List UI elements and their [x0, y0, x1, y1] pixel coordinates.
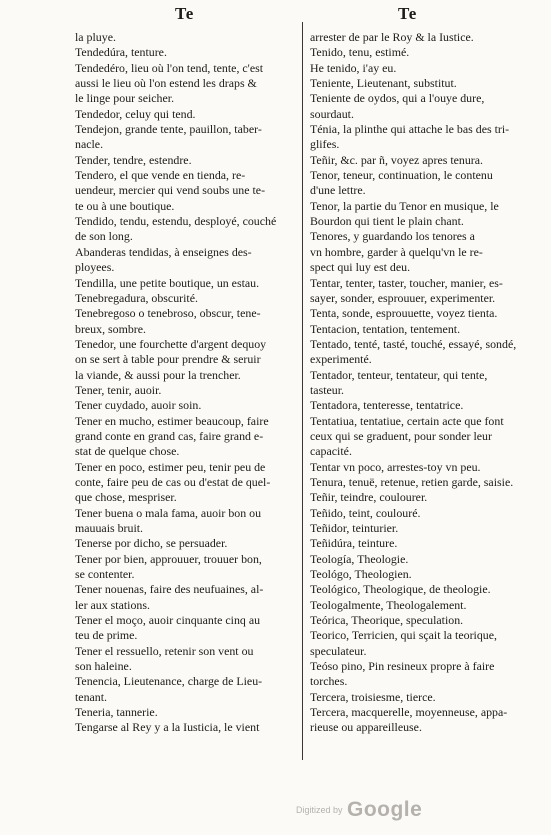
dictionary-line: Tenedor, une fourchette d'argent dequoy — [75, 336, 267, 351]
dictionary-line: mauuais bruit. — [75, 521, 144, 535]
dictionary-line: Tentado, tenté, tasté, touché, essayé, sondé, — [310, 336, 517, 351]
dictionary-line: Tener cuydado, auoir soin. — [75, 398, 202, 413]
dictionary-line: capacité. — [310, 444, 352, 459]
dictionary-line: aussi le lieu où l'on estend les draps & — [75, 76, 257, 91]
dictionary-line: spect qui luy est deu. — [310, 260, 411, 275]
dictionary-line: Tener, tenir, auoir. — [75, 382, 162, 397]
dictionary-line: Tengarse al Rey y a la Iusticia, le vient — [75, 720, 260, 735]
dictionary-line: Teneria, tannerie. — [75, 705, 158, 720]
dictionary-line: Tercera, troisiesme, tierce. — [310, 689, 436, 704]
dictionary-line: Tercera, macquerelle, moyenneuse, appa- — [310, 705, 508, 720]
dictionary-line: on se sert à table pour prendre & seruir — [75, 352, 261, 367]
dictionary-line: Tendejon, grande tente, pauillon, taber- — [75, 122, 262, 137]
dictionary-line: Tentadora, tenteresse, tentatrice. — [310, 398, 464, 413]
dictionary-line: Tender, tendre, estendre. — [75, 152, 192, 167]
dictionary-line: uendeur, mercier qui vend soubs une te- — [75, 183, 266, 198]
dictionary-line: le linge pour seicher. — [75, 91, 175, 106]
dictionary-line: Tenor, teneur, continuation, le contenu — [310, 168, 493, 183]
dictionary-line: tenant. — [75, 689, 108, 704]
dictionary-line: teu de prime. — [75, 628, 138, 643]
left-column — [75, 30, 297, 736]
dictionary-line: Tenido, tenu, estimé. — [310, 45, 410, 60]
dictionary-line: Teñidúra, teinture. — [310, 536, 398, 551]
dictionary-line: tasteur. — [310, 382, 345, 397]
google-logo: Google — [346, 798, 423, 821]
dictionary-line: Tenebregoso o tenebroso, obscur, tene- — [75, 306, 261, 321]
dictionary-line: Ténia, la plinthe qui attache le bas des tri- — [310, 122, 510, 137]
dictionary-line: Teorico, Terricien, qui sçait la teorique, — [310, 628, 497, 643]
dictionary-line: Teología, Theologie. — [310, 551, 409, 566]
dictionary-line: de son long. — [75, 229, 133, 244]
dictionary-line: Teniente, Lieutenant, substitut. — [310, 76, 457, 91]
running-header-left: Te — [175, 4, 195, 23]
dictionary-line: Tentar vn poco, arrestes-toy vn peu. — [310, 459, 481, 474]
dictionary-line: Tener el moço, auoir cinquante cinq au — [75, 613, 261, 628]
dictionary-line: ployees. — [75, 260, 115, 275]
dictionary-line: Tenencia, Lieutenance, charge de Lieu- — [75, 674, 263, 689]
dictionary-line: Tener en mucho, estimer beaucoup, faire — [75, 413, 269, 428]
dictionary-line: ler aux stations. — [75, 597, 150, 612]
dictionary-line: arrester de par le Roy & la Iustice. — [310, 30, 474, 44]
watermark-prefix: Digitized by — [296, 805, 343, 815]
dictionary-line: te ou à une boutique. — [75, 198, 175, 213]
dictionary-line: Tentatiua, tentatiue, certain acte que font — [310, 413, 504, 428]
dictionary-line: d'une lettre. — [310, 183, 366, 198]
dictionary-line: Tener nouenas, faire des neufuaines, al- — [75, 582, 264, 597]
dictionary-line: Tendedéro, lieu où l'on tend, tente, c'est — [75, 60, 264, 75]
dictionary-line: Bourdon qui tient le plain chant. — [310, 214, 464, 229]
dictionary-line: Tendilla, une petite boutique, un estau. — [75, 275, 260, 290]
dictionary-line: Tenebregadura, obscurité. — [75, 290, 198, 305]
dictionary-line: Tendedor, celuy qui tend. — [75, 106, 196, 121]
dictionary-line: Teniente de oydos, qui a l'ouye dure, — [310, 91, 485, 106]
dictionary-line: Teóso pino, Pin resineux propre à faire — [310, 659, 495, 674]
dictionary-line: Tenerse por dicho, se persuader. — [75, 536, 228, 551]
dictionary-line: vn hombre, garder à quelqu'vn le re- — [310, 244, 483, 259]
dictionary-line: Tentar, tenter, taster, toucher, manier, es- — [310, 275, 503, 290]
dictionary-line: He tenido, i'ay eu. — [310, 60, 397, 75]
dictionary-line: Teológo, Theologien. — [310, 567, 412, 582]
digitization-watermark — [296, 798, 422, 822]
dictionary-line: breux, sombre. — [75, 321, 146, 336]
dictionary-line: Tener por bien, approuuer, trouuer bon, — [75, 551, 262, 566]
dictionary-line: Tendero, el que vende en tienda, re- — [75, 168, 246, 183]
dictionary-line: Teológico, Theologique, de theologie. — [310, 582, 491, 597]
dictionary-line: Teórica, Theorique, speculation. — [310, 613, 464, 628]
right-column — [310, 30, 532, 736]
dictionary-line: que chose, mespriser. — [75, 490, 177, 505]
dictionary-line: Tendido, tendu, estendu, desployé, couché — [75, 214, 277, 229]
dictionary-line: son haleine. — [75, 659, 132, 674]
dictionary-line: la viande, & aussi pour la trencher. — [75, 367, 241, 382]
dictionary-line: Abanderas tendidas, à enseignes des- — [75, 244, 252, 259]
dictionary-line: grand conte en grand cas, faire grand e- — [75, 428, 264, 443]
dictionary-line: Tener en poco, estimer peu, tenir peu de — [75, 459, 266, 474]
dictionary-line: sayer, sonder, esprouuer, experimenter. — [310, 290, 496, 305]
dictionary-line: Tenta, sonde, esprouuette, voyez tienta. — [310, 306, 498, 321]
dictionary-line: Tener el ressuello, retenir son vent ou — [75, 643, 254, 658]
dictionary-line: la pluye. — [75, 30, 116, 44]
dictionary-line: conte, faire peu de cas ou d'estat de quel- — [75, 474, 271, 489]
dictionary-line: torches. — [310, 674, 348, 689]
dictionary-line: Teñir, teindre, coulourer. — [310, 490, 428, 505]
dictionary-line: Tentacion, tentation, tentement. — [310, 321, 461, 336]
dictionary-line: speculateur. — [310, 643, 367, 658]
dictionary-line: Tendedúra, tenture. — [75, 45, 167, 60]
dictionary-line: sourdaut. — [310, 106, 354, 121]
column-divider — [302, 22, 303, 760]
dictionary-line: Tenores, y guardando los tenores a — [310, 229, 475, 244]
dictionary-line: Teñir, &c. par ñ, voyez apres tenura. — [310, 152, 484, 167]
dictionary-line: Tentador, tenteur, tentateur, qui tente, — [310, 367, 488, 382]
dictionary-line: Teologalmente, Theologalement. — [310, 597, 467, 612]
dictionary-line: rieuse ou appareilleuse. — [310, 720, 422, 735]
dictionary-line: Teñido, teint, coulouré. — [310, 505, 421, 520]
dictionary-line: stat de quelque chose. — [75, 444, 180, 459]
dictionary-line: se contenter. — [75, 567, 135, 582]
dictionary-line: ceux qui se graduent, pour sonder leur — [310, 428, 492, 443]
dictionary-line: Teñidor, teinturier. — [310, 521, 399, 535]
dictionary-line: Tenor, la partie du Tenor en musique, le — [310, 198, 499, 213]
dictionary-line: Tener buena o mala fama, auoir bon ou — [75, 505, 262, 520]
dictionary-line: glifes. — [310, 137, 340, 152]
dictionary-line: nacle. — [75, 137, 104, 152]
dictionary-line: experimenté. — [310, 352, 372, 367]
dictionary-line: Tenura, tenuë, retenue, retien garde, saisie. — [310, 474, 514, 489]
running-header-right: Te — [398, 4, 418, 23]
